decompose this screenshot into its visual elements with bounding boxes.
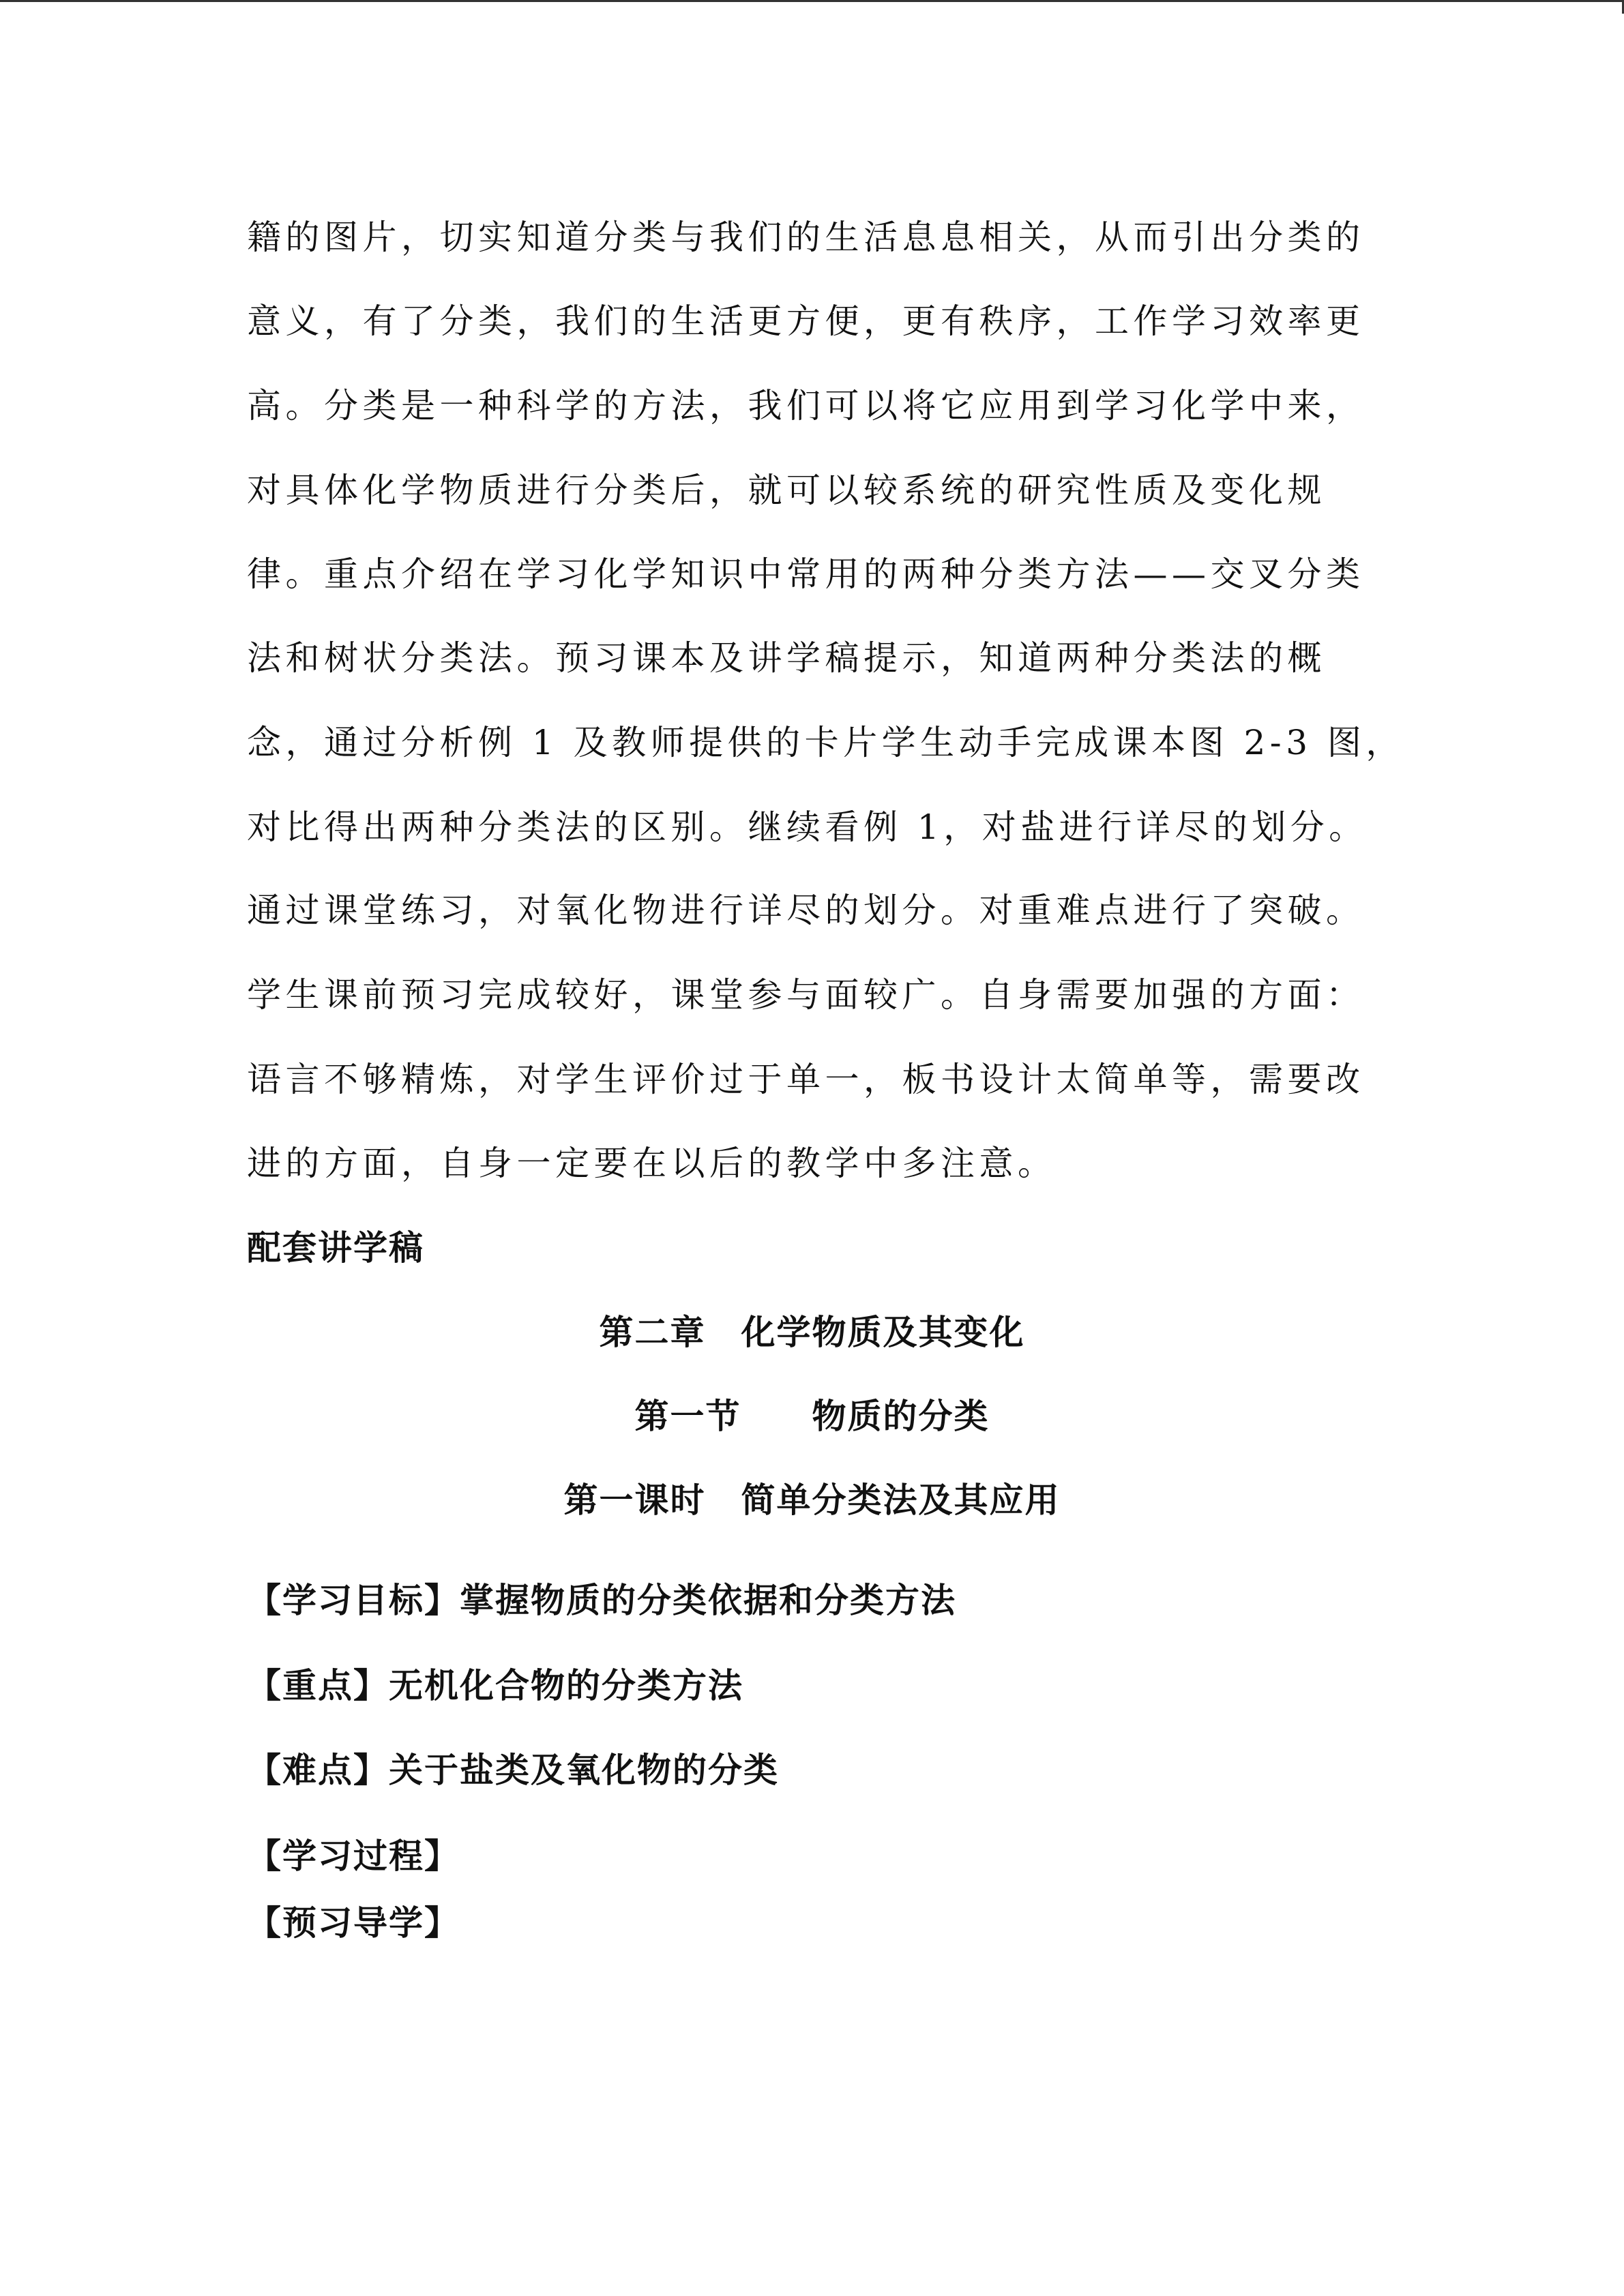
chapter-title: 第二章 化学物质及其变化 xyxy=(599,1312,1025,1352)
paragraph-line: 高。分类是一种科学的方法，我们可以将它应用到学习化学中来， xyxy=(247,386,1365,426)
learning-goal: 【学习目标】掌握物质的分类依据和分类方法 xyxy=(247,1580,956,1620)
lesson-title: 第一课时 简单分类法及其应用 xyxy=(563,1480,1061,1520)
paragraph-line: 法和树状分类法。预习课本及讲学稿提示，知道两种分类法的概 xyxy=(247,638,1326,678)
page-top-border xyxy=(0,0,1624,2)
paragraph-line: 律。重点介绍在学习化学知识中常用的两种分类方法——交叉分类 xyxy=(247,554,1365,594)
paragraph-line: 学生课前预习完成较好，课堂参与面较广。自身需要加强的方面： xyxy=(247,975,1365,1015)
paragraph-line: 进的方面，自身一定要在以后的教学中多注意。 xyxy=(247,1144,1057,1183)
section-label: 配套讲学稿 xyxy=(247,1227,424,1268)
paragraph-line: 对具体化学物质进行分类后，就可以较系统的研究性质及变化规 xyxy=(247,471,1326,510)
difficulty: 【难点】关于盐类及氧化物的分类 xyxy=(247,1750,779,1790)
paragraph-line: 通过课堂练习，对氧化物进行详尽的划分。对重难点进行了突破。 xyxy=(247,891,1365,930)
paragraph-line: 籍的图片，切实知道分类与我们的生活息息相关，从而引出分类的 xyxy=(247,218,1365,257)
key-point: 【重点】无机化合物的分类方法 xyxy=(247,1665,743,1705)
paragraph-line: 对比得出两种分类法的区别。继续看例 1，对盐进行详尽的划分。 xyxy=(247,807,1368,847)
paragraph-line: 念，通过分析例 1 及教师提供的卡片学生动手完成课本图 2-3 图， xyxy=(247,723,1404,762)
section-title: 第一节 物质的分类 xyxy=(634,1396,990,1436)
preview-heading: 【预习导学】 xyxy=(247,1903,460,1943)
process-heading: 【学习过程】 xyxy=(247,1836,460,1876)
paragraph-line: 语言不够精炼，对学生评价过于单一，板书设计太简单等，需要改 xyxy=(247,1060,1365,1099)
paragraph-line: 意义，有了分类，我们的生活更方便，更有秩序，工作学习效率更 xyxy=(247,301,1365,341)
